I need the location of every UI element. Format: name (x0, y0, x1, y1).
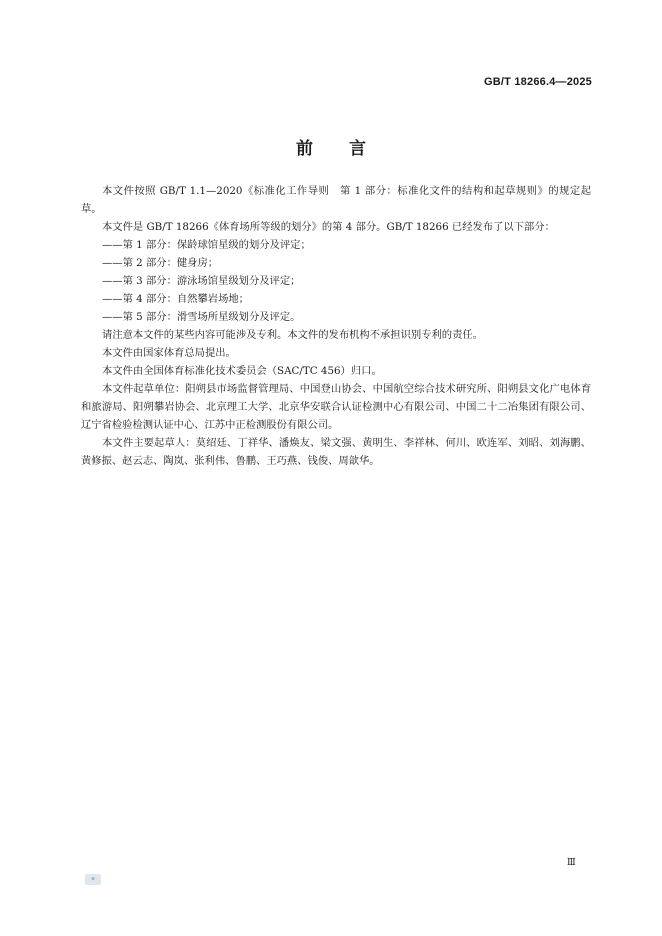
paragraph-drafters: 本文件主要起草人：莫绍廷、丁祥华、潘焕友、梁文强、黄明生、李祥林、何川、欧连军、刘昭、刘海鹏、黄修振、赵云志、陶岚、张利伟、鲁鹏、王巧燕、钱俊、周歆华。 (81, 437, 591, 467)
list-item-part-4: ——第 4 部分：自然攀岩场地； (102, 293, 249, 305)
paragraph-committee: 本文件由全国体育标准化技术委员会（SAC/TC 456）归口。 (102, 365, 382, 377)
paragraph-series-intro: 本文件是 GB/T 18266《体育场所等级的划分》的第 4 部分。GB/T 18266 已经发布了以下部分： (102, 221, 555, 233)
paragraph-drafting-rules: 本文件按照 GB/T 1.1—2020《标准化工作导则 第 1 部分：标准化文件的结构和起草规则》的规定起草。 (81, 185, 591, 215)
title-char-2: 言 (349, 139, 366, 159)
paragraph-patent-notice: 请注意本文件的某些内容可能涉及专利。本文件的发布机构不承担识别专利的责任。 (102, 329, 483, 341)
paragraph-proposer: 本文件由国家体育总局提出。 (102, 347, 236, 359)
page-title (0, 134, 662, 159)
paragraph-drafting-units: 本文件起草单位：阳朔县市场监督管理局、中国登山协会、中国航空综合技术研究所、阳朔县文化广电体育和旅游局、阳朔攀岩协会、北京理工大学、北京华安联合认证检测中心有限公司、中国二十二冶集团有限公司、辽宁省检验检测认证中心、江苏中正检测股份有限公司。 (81, 383, 591, 431)
list-item-part-1: ——第 1 部分：保龄球馆星级的划分及评定； (102, 239, 311, 251)
list-item-part-3: ——第 3 部分：游泳场馆星级划分及评定； (102, 275, 301, 287)
watermark-logo-icon: ◆ (85, 874, 101, 885)
list-item-part-5: ——第 5 部分：滑雪场所星级划分及评定。 (102, 311, 301, 323)
page-number: Ⅲ (567, 858, 577, 868)
title-char-1: 前 (296, 139, 313, 159)
foreword-body (81, 182, 591, 470)
standard-number: GB/T 18266.4—2025 (484, 76, 592, 88)
list-item-part-2: ——第 2 部分：健身房； (102, 257, 219, 269)
